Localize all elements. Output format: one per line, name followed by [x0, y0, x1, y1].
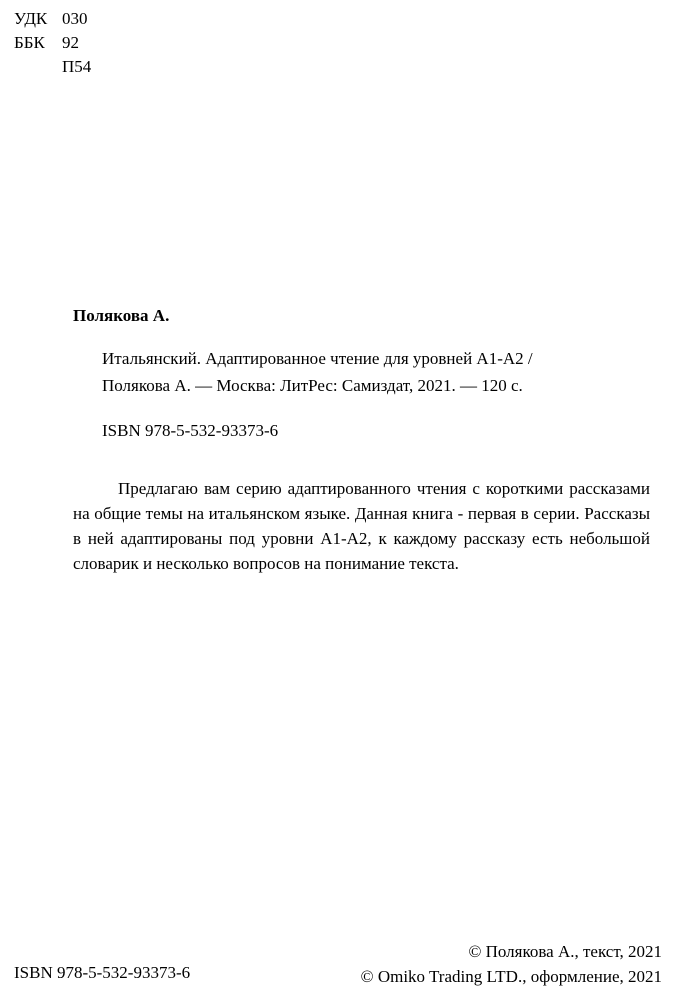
isbn: ISBN 978-5-532-93373-6	[102, 421, 279, 440]
udk-row	[0, 8, 200, 30]
author-name: Полякова А.	[73, 306, 170, 325]
biblio-line-1: Итальянский. Адаптированное чтение для уровней А1-А2 /	[102, 349, 533, 368]
author-sign-row	[0, 56, 200, 78]
bbk-row	[0, 32, 200, 54]
footer-isbn: ISBN 978-5-532-93373-6	[14, 963, 191, 982]
bbk-value: 92	[62, 33, 79, 52]
copyright-text: © Полякова А., текст, 2021	[468, 942, 662, 961]
udk-value: 030	[62, 9, 88, 28]
bbk-label: ББК	[14, 33, 45, 52]
bibliographic-description	[102, 345, 533, 399]
biblio-line-2: Полякова А. — Москва: ЛитРес: Самиздат, 2021. — 120 с.	[102, 376, 523, 395]
author-sign-value: П54	[62, 57, 92, 76]
annotation: Предлагаю вам серию адаптированного чтения с короткими рассказами на общие темы на итальянском языке. Данная книга - первая в серии. Рассказы в ней адаптированы под уровни А1-А2, к каждому рассказу есть небольшой словарик и несколько вопросов на понимание текста.	[73, 479, 650, 573]
copyright-block	[361, 939, 662, 989]
copyright-design: © Omiko Trading LTD., оформление, 2021	[360, 967, 662, 986]
udk-label: УДК	[14, 9, 48, 28]
